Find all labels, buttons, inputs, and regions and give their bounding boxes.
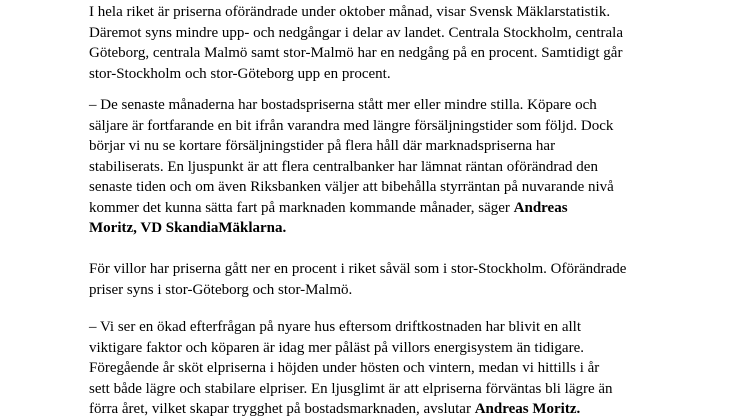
text-line <box>89 198 709 219</box>
text-line: I hela riket är priserna oförändrade under oktober månad, visar Svensk Mäklarstatistik. <box>89 4 611 20</box>
text-segment: kommer det kunna sätta fart på marknaden kommande månader, säger <box>89 199 514 216</box>
text-line: senaste tiden och om även Riksbanken väljer att bibehålla styrräntan på nuvarande nivå <box>89 179 614 195</box>
speaker-name: Andreas Moritz. <box>474 401 581 417</box>
text-line: – Vi ser en ökad efterfrågan på nyare hus eftersom driftkostnaden har blivit en allt <box>89 319 581 335</box>
text-line: börjar vi nu se kortare försäljningstider på flera håll där marknadspriserna har <box>89 138 556 154</box>
text-line <box>89 218 709 239</box>
paragraph-quote-villas <box>89 317 709 420</box>
text-line: För villor har priserna gått ner en procent i riket såväl som i stor-Stockholm. Oförändrade <box>89 261 627 277</box>
text-line: Föregående år sköt elpriserna i höjden under hösten och vintern, medan vi hittills i år <box>89 360 600 376</box>
text-line: sett både lägre och stabilare elpriser. En ljusglimt är att elpriserna förväntas bli lägre än <box>89 380 613 397</box>
paragraph-quote-apartments <box>89 95 709 239</box>
speaker-title: Moritz, VD SkandiaMäklarna. <box>89 220 287 236</box>
text-line: stor-Stockholm och stor-Göteborg upp en procent. <box>89 65 391 82</box>
paragraph-villas <box>89 259 709 300</box>
text-line: Däremot syns mindre upp- och nedgångar i delar av landet. Centrala Stockholm, centrala <box>89 24 623 41</box>
text-line: Göteborg, centrala Malmö samt stor-Malmö har en nedgång på en procent. Samtidigt går <box>89 45 623 61</box>
text-line: stabiliserats. En ljuspunkt är att flera centralbanker har lämnat räntan oförändrad den <box>89 158 598 175</box>
paragraph-market-overview <box>89 2 709 84</box>
text-line <box>89 399 709 420</box>
text-line: viktigare faktor och köparen är idag mer påläst på villors energisystem än tidigare. <box>89 339 584 356</box>
text-line: säljare är fortfarande en bit ifrån varandra med längre försäljningstider som följd. Dock <box>89 117 614 134</box>
text-line: priser syns i stor-Göteborg och stor-Malmö. <box>89 281 353 298</box>
text-line: – De senaste månaderna har bostadspriserna stått mer eller mindre stilla. Köpare och <box>89 97 597 113</box>
text-segment: förra året, vilket skapar trygghet på bostadsmarknaden, avslutar <box>89 401 475 417</box>
speaker-name: Andreas <box>513 199 568 216</box>
